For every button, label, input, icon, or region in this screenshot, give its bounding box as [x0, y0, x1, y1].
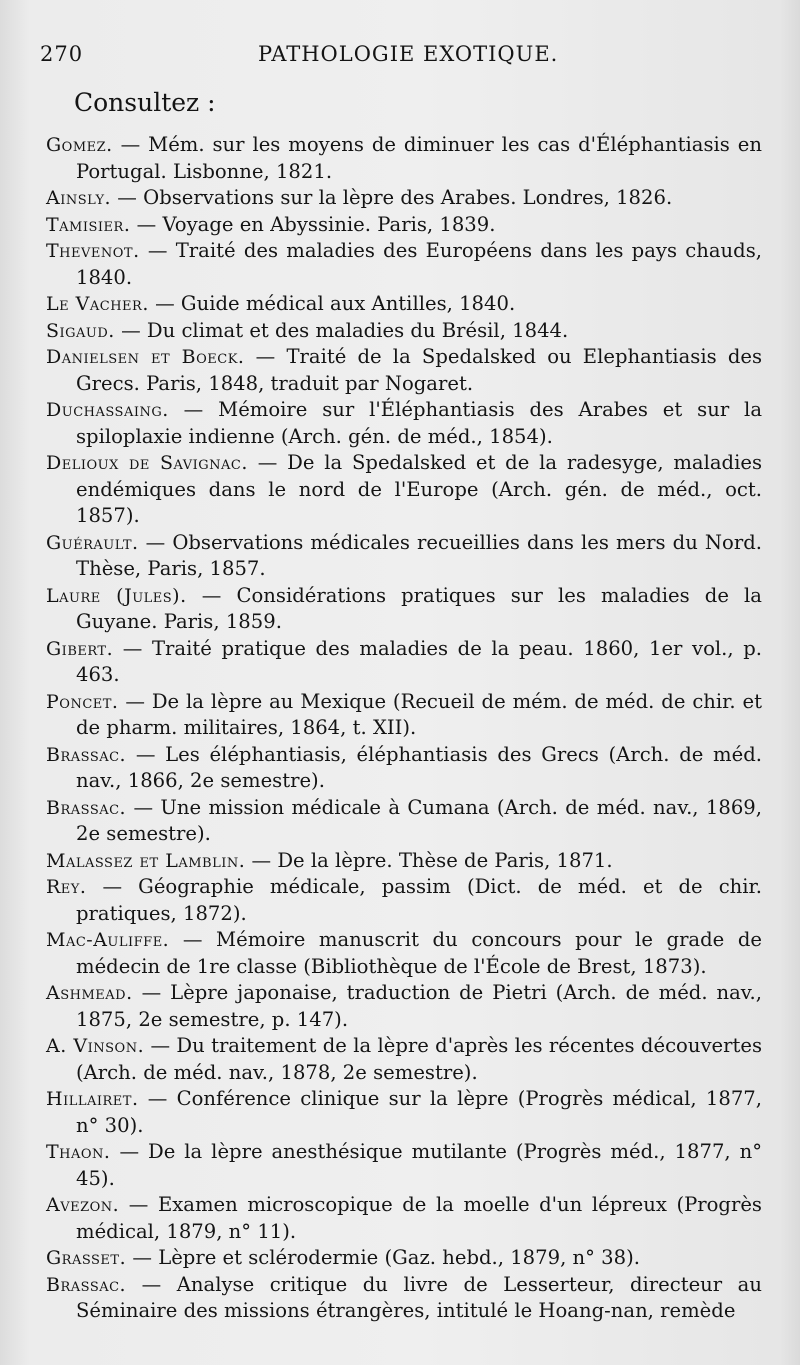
entry-author: Le Vacher.: [46, 293, 149, 315]
entry-author: Ashmead.: [46, 982, 133, 1004]
entry-dash: —: [132, 1246, 152, 1269]
entry-dash: —: [147, 239, 168, 262]
bibliography-entry: [46, 450, 762, 530]
entry-dash: —: [183, 398, 204, 421]
bibliography-entry: [46, 1192, 762, 1245]
entry-text: De la lèpre au Mexique (Recueil de mém. de méd. de chir. et de pharm. militaires, 1864, t. XII).: [76, 689, 762, 739]
entry-author: Rey.: [46, 876, 87, 898]
entry-author: Tamisier.: [46, 213, 131, 236]
entry-text: De la lèpre anesthésique mutilante (Progrès méd., 1877, n° 45).: [76, 1140, 763, 1190]
entry-dash: —: [120, 133, 141, 156]
entry-text: Traité des maladies des Européens dans les pays chauds, 1840.: [76, 239, 762, 289]
entry-dash: —: [125, 689, 145, 713]
entry-dash: —: [257, 451, 278, 474]
entry-author: Ainsly.: [46, 187, 112, 209]
entry-author: Mac-Auliffe.: [46, 929, 170, 951]
entry-text: Mémoire manuscrit du concours pour le grade de médecin de 1re classe (Bibliothèque de l'École de Brest, 1873).: [76, 928, 762, 978]
entry-dash: —: [136, 212, 157, 236]
entry-author: Thaon.: [46, 1141, 111, 1163]
entry-dash: —: [182, 928, 203, 951]
bibliography-entry: [46, 212, 762, 239]
entry-text: Observations sur la lèpre des Arabes. Londres, 1826.: [143, 186, 673, 209]
entry-author: Thevenot.: [46, 240, 140, 262]
entry-text: Guide médical aux Antilles, 1840.: [180, 292, 516, 315]
entry-author: Guérault.: [46, 531, 139, 554]
entry-text: Considérations pratiques sur les maladies de la Guyane. Paris, 1859.: [76, 583, 762, 633]
bibliography-entry: [46, 742, 762, 795]
bibliography-entry: [46, 530, 762, 583]
entry-author: Poncet.: [46, 690, 119, 713]
entry-text: De la lèpre. Thèse de Paris, 1871.: [277, 848, 613, 872]
entry-dash: —: [121, 318, 141, 342]
bibliography-entry: [46, 795, 762, 848]
bibliography-entry: [46, 927, 762, 980]
bibliography-entry: [46, 238, 762, 291]
entry-text: Conférence clinique sur la lèpre (Progrès médical, 1877, n° 30).: [76, 1087, 762, 1137]
bibliography-entry: [46, 291, 762, 318]
entry-text: Les éléphantiasis, éléphantiasis des Grecs (Arch. de méd. nav., 1866, 2e semestre).: [76, 742, 762, 792]
bibliography-list: [46, 132, 762, 1325]
bibliography-entry: [46, 1033, 762, 1086]
bibliography-entry: [46, 1139, 762, 1192]
entry-text: Lèpre et sclérodermie (Gaz. hebd., 1879, n° 38).: [158, 1246, 640, 1269]
page-header: [40, 42, 760, 72]
entry-author: A. Vinson.: [46, 1035, 145, 1057]
entry-dash: —: [141, 981, 162, 1004]
bibliography-entry: [46, 980, 762, 1033]
entry-dash: —: [201, 583, 222, 607]
entry-author: Gibert.: [46, 637, 114, 660]
entry-author: Brassac.: [46, 743, 127, 766]
bibliography-entry: [46, 636, 762, 689]
entry-text: Observations médicales recueillies dans les mers du Nord. Thèse, Paris, 1857.: [76, 530, 762, 580]
entry-text: Analyse critique du livre de Lesserteur, directeur au Séminaire des missions étrangères, intitulé le Hoang-nan, remède: [76, 1272, 762, 1322]
entry-dash: —: [255, 345, 276, 368]
entry-dash: —: [150, 1034, 171, 1057]
entry-dash: —: [141, 1272, 162, 1296]
entry-text: Du climat et des maladies du Brésil, 1844.: [146, 318, 569, 342]
bibliography-entry: [46, 344, 762, 397]
entry-dash: —: [155, 292, 175, 315]
bibliography-entry: [46, 689, 762, 742]
entry-dash: —: [147, 1087, 168, 1110]
entry-text: Du traitement de la lèpre d'après les récentes découvertes (Arch. de méd. nav., 1878, 2e semestre).: [76, 1034, 763, 1084]
bibliography-entry: [46, 132, 762, 185]
page-number: 270: [40, 42, 84, 66]
entry-author: Brassac.: [46, 1273, 127, 1296]
entry-dash: —: [145, 530, 166, 554]
bibliography-entry: [46, 583, 762, 636]
entry-author: Hillairet.: [46, 1088, 139, 1110]
entry-author: Brassac.: [46, 796, 127, 819]
entry-text: De la Spedalsked et de la radesyge, maladies endémiques dans le nord de l'Europe (Arch. gén. de méd., oct. 1857).: [76, 451, 763, 527]
bibliography-entry: [46, 848, 762, 875]
entry-dash: —: [119, 1140, 140, 1163]
running-title: PATHOLOGIE EXOTIQUE.: [258, 42, 559, 66]
entry-dash: —: [117, 186, 137, 209]
entry-dash: —: [135, 742, 156, 766]
bibliography-entry: [46, 185, 762, 212]
entry-author: Gomez.: [46, 134, 113, 156]
bibliography-entry: [46, 397, 762, 450]
entry-author: Delioux de Savignac.: [46, 452, 248, 474]
entry-text: Mémoire sur l'Éléphantiasis des Arabes et sur la spiloplaxie indienne (Arch. gén. de méd., 1854).: [76, 398, 762, 448]
entry-author: Laure (Jules).: [46, 584, 187, 607]
entry-author: Malassez et Lamblin.: [46, 849, 246, 872]
entry-text: Lèpre japonaise, traduction de Pietri (Arch. de méd. nav., 1875, 2e semestre, p. 147).: [76, 981, 763, 1031]
entry-dash: —: [251, 848, 272, 872]
bibliography-entry: [46, 1086, 762, 1139]
entry-text: Traité de la Spedalsked ou Elephantiasis des Grecs. Paris, 1848, traduit par Nogaret.: [76, 345, 763, 395]
entry-dash: —: [122, 636, 143, 660]
entry-text: Géographie médicale, passim (Dict. de méd. et de chir. pratiques, 1872).: [76, 875, 762, 925]
entry-text: Traité pratique des maladies de la peau. 1860, 1er vol., p. 463.: [76, 636, 762, 686]
entry-author: Duchassaing.: [46, 399, 169, 421]
bibliography-entry: [46, 1245, 762, 1272]
bibliography-entry: [46, 1272, 762, 1325]
bibliography-entry: [46, 874, 762, 927]
entry-text: Examen microscopique de la moelle d'un lépreux (Progrès médical, 1879, n° 11).: [76, 1193, 762, 1243]
entry-dash: —: [128, 1193, 149, 1216]
entry-author: Danielsen et Boeck.: [46, 346, 245, 368]
section-heading: Consultez :: [74, 88, 216, 117]
entry-dash: —: [102, 875, 123, 898]
bibliography-entry: [46, 318, 762, 345]
entry-author: Grasset.: [46, 1247, 127, 1269]
entry-text: Mém. sur les moyens de diminuer les cas d'Éléphantiasis en Portugal. Lisbonne, 1821.: [76, 133, 762, 183]
entry-author: Sigaud.: [46, 319, 115, 342]
entry-author: Avezon.: [46, 1194, 120, 1216]
entry-text: Voyage en Abyssinie. Paris, 1839.: [162, 212, 496, 236]
entry-dash: —: [133, 795, 154, 819]
entry-text: Une mission médicale à Cumana (Arch. de méd. nav., 1869, 2e semestre).: [76, 795, 762, 845]
